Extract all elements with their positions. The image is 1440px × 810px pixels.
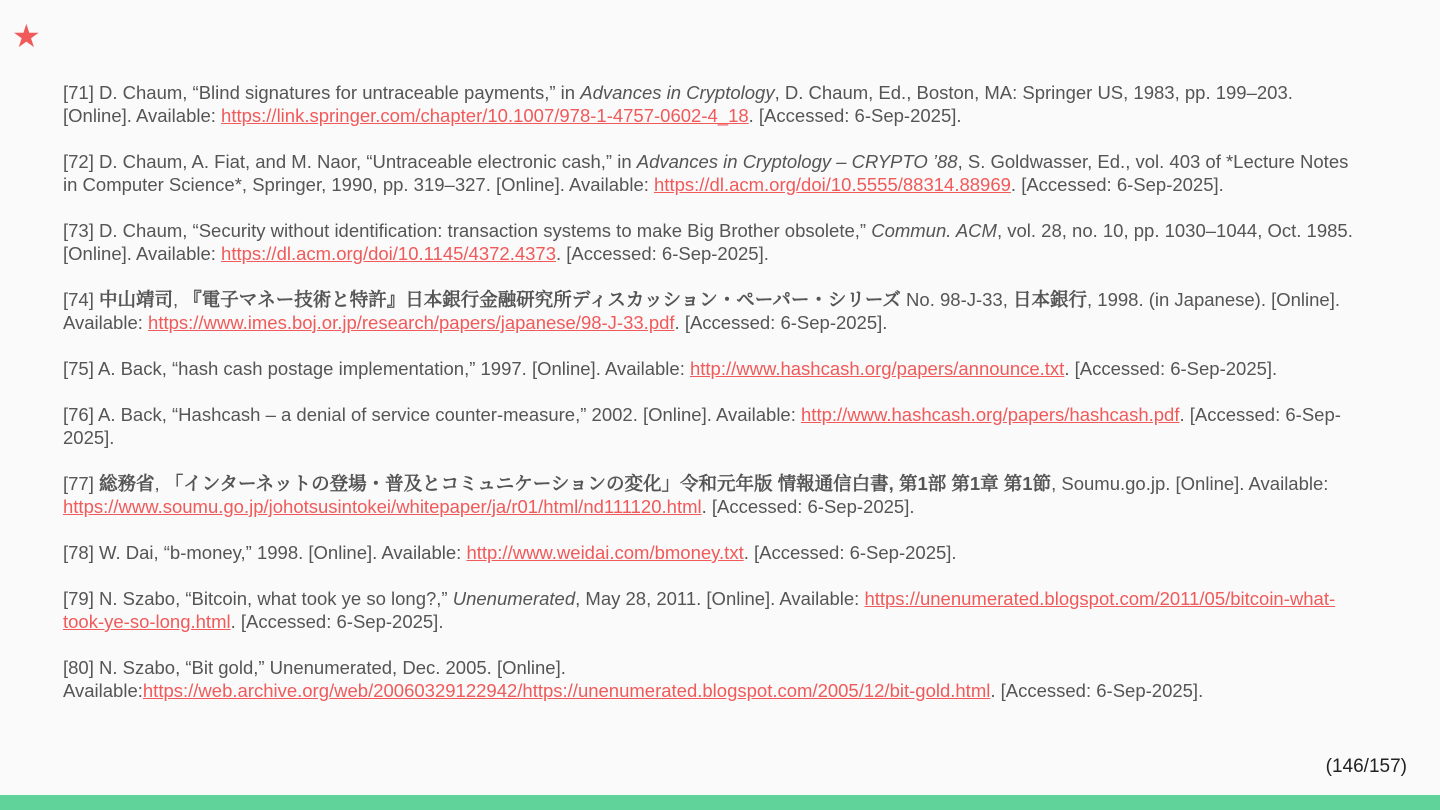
ref-publisher: 日本銀行 bbox=[1013, 289, 1088, 310]
ref-link[interactable]: https://link.springer.com/chapter/10.1007/978-1-4757-0602-4_18 bbox=[221, 105, 749, 126]
ref-accessed: . [Accessed: 6-Sep-2025]. bbox=[743, 542, 957, 563]
ref-text: [80] N. Szabo, “Bit gold,” Unenumerated, Dec. 2005. [Online]. Available: bbox=[63, 657, 566, 701]
ref-text: [77] bbox=[63, 473, 99, 494]
reference-79 bbox=[63, 587, 1363, 633]
ref-accessed: . [Accessed: 6-Sep-2025]. bbox=[701, 496, 915, 517]
ref-link[interactable]: https://www.soumu.go.jp/johotsusintokei/whitepaper/ja/r01/html/nd111120.html bbox=[63, 496, 702, 517]
ref-accessed: . [Accessed: 6-Sep-2025]. bbox=[1010, 174, 1224, 195]
ref-text: [75] A. Back, “hash cash postage implementation,” 1997. [Online]. Available: bbox=[63, 358, 690, 379]
ref-text: [73] D. Chaum, “Security without identification: transaction systems to make Big Brother obsolete,” bbox=[63, 220, 872, 241]
ref-accessed: . [Accessed: 6-Sep-2025]. bbox=[674, 312, 888, 333]
ref-accessed: . [Accessed: 6-Sep-2025]. bbox=[63, 404, 1341, 448]
ref-text: , D. Chaum, Ed., Boston, MA: Springer US, 1983, pp. 199–203. [Online]. Available: bbox=[63, 82, 1293, 126]
ref-accessed: . [Accessed: 6-Sep-2025]. bbox=[990, 680, 1204, 701]
reference-73 bbox=[63, 219, 1363, 265]
reference-75 bbox=[63, 357, 1363, 380]
page-number: (146/157) bbox=[1325, 756, 1407, 777]
ref-title: 「インターネットの登場・普及とコミュニケーションの変化」令和元年版 情報通信白書, 第1部 第1章 第1節 bbox=[164, 473, 1052, 494]
ref-text: , S. Goldwasser, Ed., vol. 403 of *Lecture Notes in Computer Science*, Springer, 1990, pp. 319–327. [Online]. Available: bbox=[63, 151, 1349, 195]
ref-text: [78] W. Dai, “b-money,” 1998. [Online]. Available: bbox=[63, 542, 467, 563]
ref-text: , vol. 28, no. 10, pp. 1030–1044, Oct. 1985. [Online]. Available: bbox=[63, 220, 1353, 264]
reference-77 bbox=[63, 472, 1363, 518]
ref-accessed: . [Accessed: 6-Sep-2025]. bbox=[230, 611, 444, 632]
ref-journal: Advances in Cryptology – CRYPTO ’88 bbox=[636, 151, 958, 172]
ref-text: [76] A. Back, “Hashcash – a denial of service counter-measure,” 2002. [Online]. Available: bbox=[63, 404, 802, 425]
ref-text: [74] bbox=[63, 289, 99, 310]
ref-link[interactable]: https://dl.acm.org/doi/10.5555/88314.88969 bbox=[654, 174, 1011, 195]
reference-list bbox=[63, 81, 1363, 725]
ref-link[interactable]: https://web.archive.org/web/20060329122942/https://unenumerated.blogspot.com/2005/12/bit-gold.html bbox=[142, 680, 991, 701]
ref-link[interactable]: http://www.weidai.com/bmoney.txt bbox=[466, 542, 744, 563]
ref-link[interactable]: https://www.imes.boj.or.jp/research/papers/japanese/98-J-33.pdf bbox=[148, 312, 675, 333]
ref-journal: Advances in Cryptology bbox=[580, 82, 775, 103]
reference-76 bbox=[63, 403, 1363, 449]
ref-link[interactable]: http://www.hashcash.org/papers/announce.txt bbox=[689, 358, 1065, 379]
ref-accessed: . [Accessed: 6-Sep-2025]. bbox=[748, 105, 962, 126]
reference-71 bbox=[63, 81, 1363, 127]
ref-journal: Unenumerated bbox=[452, 588, 576, 609]
reference-80 bbox=[63, 656, 1363, 702]
ref-link[interactable]: https://unenumerated.blogspot.com/2011/05/bitcoin-what-took-ye-so-long.html bbox=[63, 588, 1336, 632]
ref-title: 『電子マネー技術と特許』日本銀行金融研究所ディスカッション・ペーパー・シリーズ bbox=[183, 289, 901, 310]
star-icon: ★ bbox=[12, 17, 41, 55]
ref-text: [71] D. Chaum, “Blind signatures for untraceable payments,” in bbox=[63, 82, 581, 103]
ref-text: , May 28, 2011. [Online]. Available: bbox=[575, 588, 865, 609]
bottom-accent-bar bbox=[0, 795, 1440, 810]
ref-link[interactable]: http://www.hashcash.org/papers/hashcash.pdf bbox=[801, 404, 1180, 425]
ref-author: 総務省 bbox=[99, 473, 155, 494]
ref-journal: Commun. ACM bbox=[871, 220, 997, 241]
ref-accessed: . [Accessed: 6-Sep-2025]. bbox=[556, 243, 769, 264]
ref-text: , 1998. (in Japanese). [Online]. Available: bbox=[63, 289, 1340, 333]
ref-link[interactable]: https://dl.acm.org/doi/10.1145/4372.4373 bbox=[221, 243, 556, 264]
ref-text: [72] D. Chaum, A. Fiat, and M. Naor, “Untraceable electronic cash,” in bbox=[63, 151, 637, 172]
ref-author: 中山靖司 bbox=[99, 289, 174, 310]
reference-74 bbox=[63, 288, 1363, 334]
ref-accessed: . [Accessed: 6-Sep-2025]. bbox=[1064, 358, 1278, 379]
ref-text: No. 98-J-33, bbox=[900, 289, 1013, 310]
reference-78 bbox=[63, 541, 1363, 564]
ref-text: , bbox=[173, 289, 184, 310]
reference-72 bbox=[63, 150, 1363, 196]
ref-text: [79] N. Szabo, “Bitcoin, what took ye so long?,” bbox=[63, 588, 453, 609]
ref-text: , bbox=[154, 473, 165, 494]
ref-text: , Soumu.go.jp. [Online]. Available: bbox=[1051, 473, 1329, 494]
